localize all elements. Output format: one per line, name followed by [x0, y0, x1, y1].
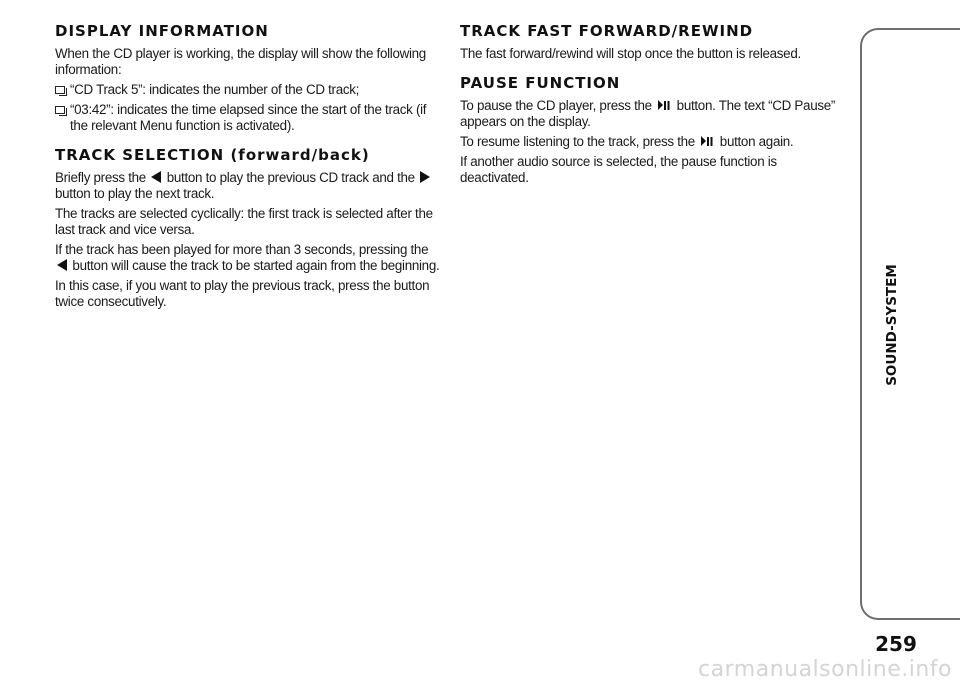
section-tab — [878, 260, 906, 390]
p3-part-b: button will cause the track to be started again from the beginning. — [72, 258, 440, 273]
p3-part-a: If the track has been played for more than 3 seconds, pressing the — [55, 242, 429, 257]
pause2-part-b: button again. — [719, 134, 794, 149]
section-tab-border — [860, 28, 960, 620]
bullet-item-time — [55, 102, 440, 134]
bullet-item-track — [55, 82, 440, 98]
pause-function-heading: PAUSE FUNCTION — [460, 74, 621, 92]
checkbox-bullet-icon — [55, 86, 65, 94]
track-selection-heading: TRACK SELECTION (forward/back) — [55, 146, 370, 164]
previous-track-icon — [57, 259, 67, 271]
track-selection-paragraph-2: The tracks are selected cyclically: the first track is selected after the last track and vice versa. — [55, 206, 433, 237]
left-column — [55, 22, 440, 314]
pause-paragraph-1 — [460, 98, 840, 130]
p1-part-b: button to play the previous CD track and the — [166, 170, 415, 185]
p1-part-c: button to play the next track. — [55, 186, 215, 201]
pause-paragraph-3: If another audio source is selected, the pause function is deactivated. — [460, 154, 777, 185]
next-track-icon — [420, 171, 430, 183]
track-selection-paragraph-1 — [55, 170, 440, 202]
bullet-text-track: “CD Track 5”: indicates the number of the CD track; — [70, 82, 360, 97]
track-selection-paragraph-4: In this case, if you want to play the previous track, press the button twice consecutively. — [55, 278, 430, 309]
page-number: 259 — [875, 632, 917, 656]
checkbox-bullet-icon — [55, 106, 65, 114]
pause2-part-a: To resume listening to the track, press the — [460, 134, 695, 149]
track-selection-paragraph-3 — [55, 242, 440, 274]
pause1-part-a: To pause the CD player, press the — [460, 98, 652, 113]
play-pause-icon — [700, 134, 714, 148]
bullet-text-time: “03:42”: indicates the time elapsed since the start of the track (if the relevant Menu function is activated). — [70, 102, 427, 133]
previous-track-icon — [151, 171, 161, 183]
fast-forward-text: The fast forward/rewind will stop once the button is released. — [460, 46, 801, 61]
section-tab-label: SOUND-SYSTEM — [884, 264, 901, 386]
pause-paragraph-2 — [460, 134, 840, 150]
play-pause-icon — [657, 98, 671, 112]
right-column — [460, 22, 840, 190]
display-information-heading: DISPLAY INFORMATION — [55, 22, 269, 40]
p1-part-a: Briefly press the — [55, 170, 146, 185]
display-intro-text: When the CD player is working, the display will show the following information: — [55, 46, 426, 77]
fast-forward-heading: TRACK FAST FORWARD/REWIND — [460, 22, 754, 40]
watermark: carmanualsonline.info — [698, 657, 952, 682]
pause1-part-b: button. The text “CD Pause” appears on the display. — [460, 98, 836, 129]
